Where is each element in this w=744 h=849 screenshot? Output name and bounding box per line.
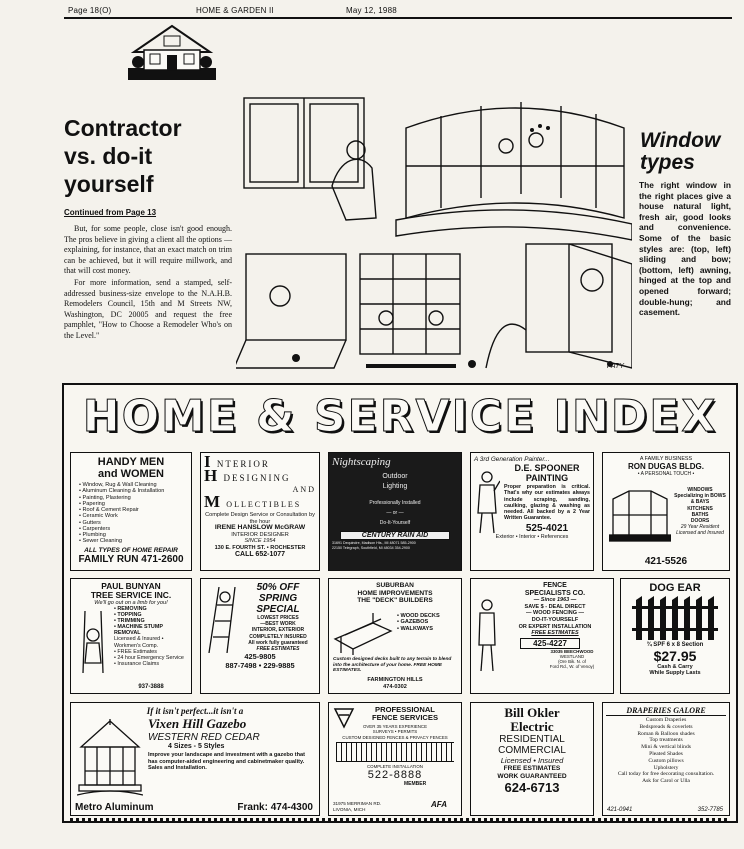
- list-item: • Sewer Cleaning: [79, 538, 187, 544]
- ad-draperies-galore: [602, 702, 730, 816]
- ad-tagline: We'll go out on a limb for you!: [94, 600, 168, 606]
- ad-price: $27.95: [653, 648, 697, 664]
- index-bottom-rule: [70, 818, 730, 821]
- ad-title: RON DUGAS BLDG.: [628, 462, 704, 471]
- ad-suburban-decks: [328, 578, 462, 694]
- list-item: • TRIMMING: [114, 618, 188, 624]
- ad-dugas-building: [602, 452, 730, 571]
- ad-product: ¾ SPF 6 x 8 Section: [646, 642, 704, 648]
- ad-address: 31975 MERRIMAN RD. LIVONIA, MICH: [333, 801, 382, 812]
- ad-nightscaping: [328, 452, 462, 571]
- list-item: • Painting, Plastering: [79, 495, 187, 501]
- ad-phone: 522-8888: [367, 769, 423, 782]
- bay-window-icon: [609, 487, 671, 543]
- ad-phone: 352-7785: [697, 807, 723, 813]
- association-logo: AFA: [431, 800, 447, 809]
- fence-graphic-icon: [336, 742, 454, 762]
- ad-handy-men: [70, 452, 192, 571]
- service-list: [397, 613, 440, 632]
- ad-terms: Cash & Carry While Supply Lasts: [649, 664, 701, 677]
- list-item: • REMOVING: [114, 606, 188, 612]
- ad-company: Metro Aluminum: [75, 802, 154, 813]
- ad-title: FENCE SPECIALISTS CO.: [524, 582, 586, 597]
- list-item: Top treatments: [649, 737, 683, 744]
- ad-okler-electric: [470, 702, 594, 816]
- list-item: Pleated Shades: [649, 750, 683, 757]
- pfs-logo-icon: [333, 707, 355, 729]
- ad-install: COMPLETE INSTALLATION: [367, 764, 423, 770]
- list-item: • WALKWAYS: [397, 626, 440, 632]
- ad-interior-designing: [200, 452, 320, 571]
- list-item: Upholstery: [653, 764, 679, 771]
- list-item: • Window, Rug & Wall Cleaning: [79, 482, 187, 488]
- list-item: KITCHENS: [687, 505, 713, 512]
- list-item: • Plumbing: [79, 532, 187, 538]
- ad-address: 31691 Dequindre, Madison Hts., MI 48071 585-2900 22150 Telegraph, Southfield, MI 48034 354-2900: [332, 541, 416, 550]
- ad-vixen-gazebo: [70, 702, 320, 816]
- artist-signature: PATY: [606, 363, 624, 370]
- page-number: Page 18(O): [68, 6, 112, 15]
- sidebar-title: [640, 130, 744, 174]
- ad-body: Custom designed decks built to any terrain to blend into the architecture of your home. FREE HOME ESTIMATES.: [333, 657, 452, 674]
- fence-worker-icon: [475, 597, 499, 673]
- ad-title: 50% OFF SPRING SPECIAL: [256, 582, 300, 615]
- ad-details: Outdoor Lighting Professionally Installed — or — Do-It-Yourself: [369, 473, 421, 526]
- ad-phone: 421-0941: [607, 807, 633, 813]
- ad-professional-fence: [328, 702, 462, 816]
- brand-name: CENTURY RAIN AID: [340, 531, 450, 540]
- list-item: • Papering: [79, 501, 187, 507]
- member-label: MEMBER: [404, 781, 427, 788]
- ad-headline: A 3rd Generation Painter...: [474, 456, 550, 463]
- list-item: Roman & Balloon shades: [637, 730, 695, 737]
- sidebar-body: The right window in the right places give a house natural light, fresh air, good looks and convenience. Some of the basic styles are: (top, left) sliding and bow; (bottom, left) awning, hinged at the top and opened forward; double-hung; and casement.: [639, 180, 731, 318]
- article-paragraph: But, for some people, close isn't good enough. The pros believe in giving a client all the options — explaining, for instance, that an exact match on trim can be achieved, but it will require millwork, and that will cost money.: [64, 224, 232, 276]
- ad-phone: FAMILY RUN 471-2600: [78, 553, 184, 565]
- ad-title: I NTERIOR H DESIGNING AND M OLLECTIBLES: [204, 452, 316, 511]
- ad-title: DOG EAR: [649, 582, 701, 594]
- issue-date: May 12, 1988: [346, 6, 397, 15]
- ad-spring-special: [200, 578, 320, 694]
- tree-worker-icon: [75, 611, 113, 673]
- list-item: 29 Year Resident Licensed and Insured: [676, 524, 724, 537]
- ad-title: DRAPERIES GALORE: [606, 706, 726, 716]
- ad-script-line: If it isn't perfect...it isn't a: [146, 706, 244, 716]
- list-item: Bedspreads & coverlets: [639, 723, 693, 730]
- ad-title: HANDY MEN and WOMEN: [97, 456, 165, 480]
- ad-phone: 624-6713: [504, 780, 560, 796]
- ad-title: SUBURBAN HOME IMPROVEMENTS THE "DECK" BUILDERS: [357, 582, 433, 605]
- ad-fence-specialists: [470, 578, 614, 694]
- list-item: Mini & vertical blinds: [641, 744, 691, 751]
- ad-subtitle: • A PERSONAL TOUCH •: [637, 471, 695, 477]
- title-line: vs. do-it: [64, 143, 153, 169]
- painter-ladder-icon: [205, 587, 239, 653]
- article-title: [64, 114, 234, 198]
- house-logo: [124, 22, 220, 82]
- list-item: • Insurance Claims: [114, 661, 188, 667]
- ad-phone: 937-3888: [138, 684, 164, 690]
- section-name: HOME & GARDEN II: [196, 6, 274, 15]
- service-list: [673, 487, 727, 537]
- list-item: • Gutters: [79, 520, 187, 526]
- service-list: [79, 482, 187, 545]
- ad-title: Vixen Hill Gazebo: [148, 716, 247, 731]
- sidebar-title-line: types: [640, 151, 695, 174]
- ad-services: RESIDENTIAL COMMERCIAL: [498, 734, 566, 756]
- ad-phone: 425-4227: [520, 638, 580, 649]
- ad-headline: A FAMILY BUSINESS: [639, 456, 693, 462]
- fence-section-icon: [632, 596, 718, 640]
- list-item: • Roof & Cement Repair: [79, 507, 187, 513]
- deck-icon: [333, 609, 393, 655]
- list-item: • 24 hour Emergency Service: [114, 655, 188, 661]
- ad-subtitle: WESTERN RED CEDAR: [148, 732, 260, 743]
- list-item: • Ceramic Work: [79, 513, 187, 519]
- sidebar-title-line: Window: [640, 129, 721, 152]
- ad-license: Licensed • Insured: [500, 756, 564, 765]
- list-item: • WOOD DECKS: [397, 613, 440, 619]
- service-list: [114, 649, 188, 667]
- list-item: • TOPPING: [114, 612, 188, 618]
- list-item: Custom Draperies: [645, 717, 687, 723]
- ad-content: [114, 606, 188, 667]
- ad-tagline: ALL TYPES OF HOME REPAIR: [84, 546, 178, 554]
- ad-body: Proper preparation is critical. That's why our estimates always include scraping, sanding, caulking, glazing & washing as needed. All backed by a 2 Year Written Guarantee.: [504, 484, 590, 522]
- index-banner-text: HOME & SERVICE INDEX: [82, 391, 718, 442]
- list-item: BATHS: [691, 511, 709, 518]
- list-item: Call today for free decorating consultation.: [617, 771, 715, 778]
- ad-paul-bunyan: [70, 578, 192, 694]
- continued-line: Continued from Page 13: [64, 208, 157, 217]
- article-body: [64, 224, 232, 342]
- ad-title: D.E. SPOONER PAINTING: [514, 463, 580, 483]
- list-item: • FREE Estimates: [114, 649, 188, 655]
- list-item: Custom pillows: [648, 757, 684, 764]
- list-item: • Aluminum Cleaning & Installation: [79, 488, 187, 494]
- window-illustration: [236, 68, 632, 374]
- ad-location: FARMINGTON HILLS 474-0302: [367, 677, 423, 690]
- list-item: • Carpenters: [79, 526, 187, 532]
- article-paragraph: For more information, send a stamped, self-addressed business-size envelope to the N.A.H.B. Remodelers Council, 15th and M Streets NW, Washington, DC 20005 and request the free pamphlet, "How to Choose a Remodeler Who's on the Level.": [64, 277, 232, 340]
- list-item: • MACHINE STUMP REMOVAL: [114, 624, 188, 636]
- ad-title: PROFESSIONAL FENCE SERVICES: [371, 705, 439, 723]
- gazebo-icon: [77, 719, 143, 797]
- service-list: [114, 606, 188, 636]
- license-line: Licensed & Insured • Workmen's Comp.: [114, 636, 164, 649]
- ad-content: [504, 463, 590, 534]
- ad-title: PAUL BUNYAN TREE SERVICE INC.: [90, 581, 172, 600]
- ad-phone: 421-5526: [644, 556, 688, 567]
- ad-guarantee: FREE ESTIMATES WORK GUARANTEED: [497, 765, 567, 780]
- ad-sizes: 4 Sizes - 5 Styles: [168, 743, 225, 750]
- title-line: yourself: [64, 171, 154, 197]
- ad-title: Nightscaping: [332, 456, 391, 468]
- header-rule: [64, 17, 732, 19]
- ad-title: Bill Okler Electric: [504, 705, 560, 734]
- ad-details: OVER 35 YEARS EXPERIENCE SURVEYS • PERMITS CUSTOM DESIGNED FENCES & PRIVACY FENCES: [342, 723, 448, 740]
- title-line: Contractor: [64, 115, 182, 141]
- ad-content: [148, 716, 316, 772]
- ad-spooner-painting: [470, 452, 594, 571]
- list-item: Ask for Carol or Ulla: [642, 778, 690, 785]
- ad-phones: 425-9805 887-7498 • 229-9885: [225, 652, 295, 671]
- ad-details: Complete Design Service or Consultation by the hour IRENE HANSLOW McGRAW INTERIOR DESIGNER SINCE 1954 130 E. FOURTH ST. • ROCHESTER CALL 652-1077: [205, 512, 315, 558]
- list-item: DOORS: [690, 518, 710, 525]
- ad-details: LOWEST PRICES —BEST WORK INTERIOR, EXTERIOR COMPLETELY INSURED All work fully guaranteed FREE ESTIMATES: [248, 615, 308, 653]
- list-item: • GAZEBOS: [397, 619, 440, 625]
- service-list: [606, 717, 726, 785]
- painter-figure-icon: [474, 469, 500, 535]
- ad-dog-ear-fence: [620, 578, 730, 694]
- ad-footer: Exterior • Interior • References: [495, 533, 569, 540]
- index-banner: [66, 386, 734, 448]
- list-item: WINDOWS Specializing in BOWS & BAYS: [674, 487, 726, 506]
- ad-details: — Since 1963 — SAVE $ - DEAL DIRECT — WOOD FENCING — DO-IT-YOURSELF OR EXPERT INSTALLATION FREE ESTIMATES: [518, 597, 592, 637]
- ad-phone: 525-4021: [525, 522, 569, 534]
- ad-phone: Frank: 474-4300: [237, 802, 313, 813]
- ad-body: Improve your landscape and investment with a gazebo that has computer-aided engineering and cabinetmaker quality. Sales and Installation.: [148, 752, 305, 772]
- ad-address: 33035 BEECHWOOD WESTLAND (Ore Bik. N. of Ford Rd., W. of Venoy): [549, 648, 595, 670]
